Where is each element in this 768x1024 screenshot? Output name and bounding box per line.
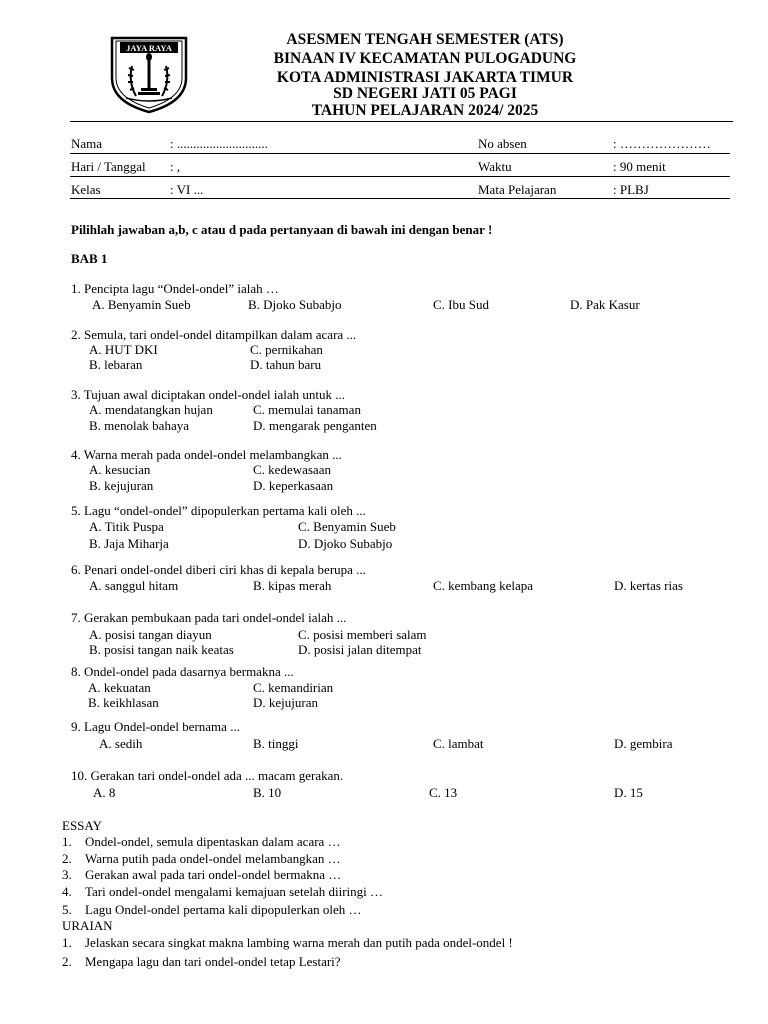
q2-option-d: D. tahun baru [250,357,322,372]
jaya-raya-emblem-icon [108,32,190,114]
q1-option-a: A. Benyamin Sueb [92,297,191,312]
info-divider-2 [70,176,730,177]
q5-option-b: B. Jaja Miharja [89,536,169,551]
logo-text: JAYA RAYA [126,43,172,53]
essay-number-2: 2. [62,851,72,866]
q6-option-d: D. kertas rias [614,578,683,593]
question-5: 5. Lagu “ondel-ondel” dipopulerkan pertama kali oleh ... [71,503,366,518]
absen-label: No absen [478,136,527,151]
q4-option-c: C. kedewasaan [253,462,331,477]
question-4: 4. Warna merah pada ondel-ondel melambangkan ... [71,447,342,462]
essay-item-5: Lagu Ondel-ondel pertama kali dipopulerkan oleh … [85,902,362,917]
essay-title: ESSAY [62,818,102,833]
essay-item-3: Gerakan awal pada tari ondel-ondel bermakna … [85,867,342,882]
header-school: SD NEGERI JATI 05 PAGI [333,85,517,102]
q5-option-a: A. Titik Puspa [89,519,164,534]
mapel-label: Mata Pelajaran [478,182,557,197]
instruction-text: Pilihlah jawaban a,b, c atau d pada pertanyaan di bawah ini dengan benar ! [71,222,493,237]
question-6: 6. Penari ondel-ondel diberi ciri khas di kepala berupa ... [71,562,366,577]
question-8: 8. Ondel-ondel pada dasarnya bermakna ... [71,664,294,679]
uraian-title: URAIAN [62,918,113,933]
essay-number-4: 4. [62,884,72,899]
question-1: 1. Pencipta lagu “Ondel-ondel” ialah … [71,281,279,296]
question-2: 2. Semula, tari ondel-ondel ditampilkan dalam acara ... [71,327,357,342]
uraian-item-2: Mengapa lagu dan tari ondel-ondel tetap Lestari? [85,954,341,969]
q3-option-a: A. mendatangkan hujan [89,402,213,417]
q7-option-d: D. posisi jalan ditempat [298,642,422,657]
essay-item-2: Warna putih pada ondel-ondel melambangkan … [85,851,341,866]
q9-option-d: D. gembira [614,736,673,751]
kelas-label: Kelas [71,182,101,197]
q2-option-a: A. HUT DKI [89,342,158,357]
q7-option-c: C. posisi memberi salam [298,627,427,642]
mapel-value: : PLBJ [613,182,649,197]
nama-label: Nama [71,136,103,151]
header-year: TAHUN PELAJARAN 2024/ 2025 [311,102,539,119]
q9-option-b: B. tinggi [253,736,299,751]
uraian-number-1: 1. [62,935,72,950]
q3-option-c: C. memulai tanaman [253,402,361,417]
hari-value: : , [170,159,181,174]
essay-number-3: 3. [62,867,72,882]
header-kota: KOTA ADMINISTRASI JAKARTA TIMUR [276,69,574,86]
q10-option-a: A. 8 [93,785,116,800]
uraian-item-1: Jelaskan secara singkat makna lambing warna merah dan putih pada ondel-ondel ! [85,935,513,950]
question-3: 3. Tujuan awal diciptakan ondel-ondel ialah untuk ... [71,387,346,402]
info-divider-1 [70,153,730,154]
info-divider-3 [70,198,730,199]
nama-value: : ............................ [170,136,268,151]
hari-label: Hari / Tanggal [71,159,146,174]
q3-option-b: B. menolak bahaya [89,418,189,433]
q8-option-a: A. kekuatan [88,680,151,695]
essay-item-4: Tari ondel-ondel mengalami kemajuan setelah diiringi … [85,884,383,899]
q7-option-b: B. posisi tangan naik keatas [89,642,234,657]
essay-item-1: Ondel-ondel, semula dipentaskan dalam acara … [85,834,341,849]
q9-option-c: C. lambat [433,736,484,751]
question-10: 10. Gerakan tari ondel-ondel ada ... macam gerakan. [71,768,344,783]
q10-option-b: B. 10 [253,785,282,800]
q9-option-a: A. sedih [99,736,143,751]
kelas-value: : VI ... [170,182,204,197]
essay-number-5: 5. [62,902,72,917]
section-title: BAB 1 [71,251,108,266]
q4-option-a: A. kesucian [89,462,151,477]
essay-number-1: 1. [62,834,72,849]
header-rule [70,121,733,122]
q1-option-c: C. Ibu Sud [433,297,489,312]
q4-option-d: D. keperkasaan [253,478,334,493]
q1-option-b: B. Djoko Subabjo [248,297,342,312]
q8-option-c: C. kemandirian [253,680,334,695]
question-9: 9. Lagu Ondel-ondel bernama ... [71,719,240,734]
q3-option-d: D. mengarak penganten [253,418,377,433]
q5-option-d: D. Djoko Subabjo [298,536,393,551]
header-title: ASESMEN TENGAH SEMESTER (ATS) [286,31,564,48]
q10-option-c: C. 13 [429,785,458,800]
q4-option-b: B. kejujuran [89,478,154,493]
header-binaan: BINAAN IV KECAMATAN PULOGADUNG [273,50,577,67]
q2-option-c: C. pernikahan [250,342,323,357]
q6-option-c: C. kembang kelapa [433,578,533,593]
q6-option-b: B. kipas merah [253,578,332,593]
q5-option-c: C. Benyamin Sueb [298,519,396,534]
q6-option-a: A. sanggul hitam [89,578,179,593]
uraian-number-2: 2. [62,954,72,969]
waktu-value: : 90 menit [613,159,666,174]
q2-option-b: B. lebaran [89,357,143,372]
q8-option-d: D. kejujuran [253,695,318,710]
q1-option-d: D. Pak Kasur [570,297,640,312]
q7-option-a: A. posisi tangan diayun [89,627,212,642]
question-7: 7. Gerakan pembukaan pada tari ondel-ondel ialah ... [71,610,347,625]
absen-value: : ………………… [613,136,711,151]
q10-option-d: D. 15 [614,785,643,800]
waktu-label: Waktu [478,159,512,174]
q8-option-b: B. keikhlasan [88,695,159,710]
